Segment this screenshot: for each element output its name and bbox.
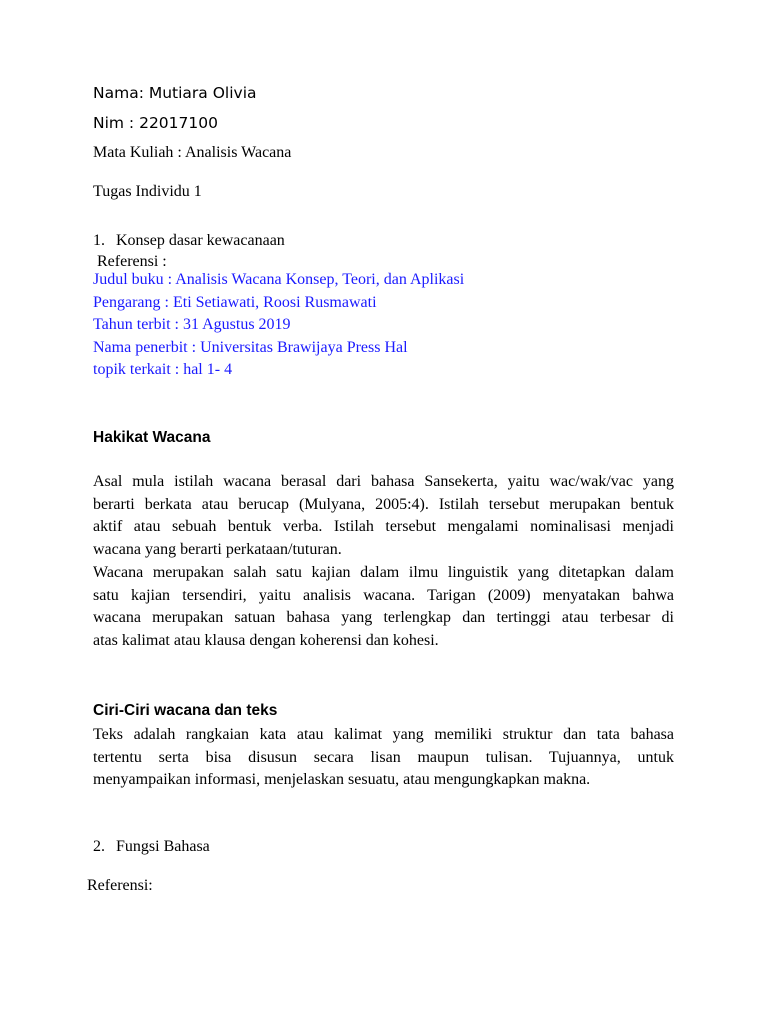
ciri-paragraph (93, 724, 674, 792)
reference-author: Pengarang : Eti Setiawati, Roosi Rusmawati (93, 294, 377, 311)
paragraph-line: Asal mula istilah wacana berasal dari bahasa Sansekerta, yaitu wac/wak/vac yang (93, 473, 674, 490)
paragraph-line: tertentu serta bisa disusun secara lisan maupun tulisan. Tujuannya, untuk (93, 748, 674, 766)
student-nim: Nim : 22017100 (93, 114, 218, 132)
hakikat-paragraph (93, 471, 674, 653)
ciri-heading: Ciri-Ciri wacana dan teks (93, 702, 278, 719)
section1-referensi-label: Referensi : (97, 253, 167, 270)
reference-book-title: Judul buku : Analisis Wacana Konsep, Teori, dan Aplikasi (93, 271, 465, 288)
paragraph-line: aktif atau sebuah bentuk verba. Istilah tersebut mengalami nominalisasi menjadi (93, 518, 674, 536)
assignment-title: Tugas Individu 1 (93, 183, 202, 200)
paragraph-line: Wacana merupakan salah satu kajian dalam ilmu linguistik yang ditetapkan dalam (93, 563, 674, 581)
paragraph-line: wacana yang berarti perkataan/tuturan. (93, 541, 342, 559)
reference-year: Tahun terbit : 31 Agustus 2019 (93, 316, 291, 333)
hakikat-heading: Hakikat Wacana (93, 429, 211, 446)
course-name: Mata Kuliah : Analisis Wacana (93, 144, 292, 161)
paragraph-line: wacana merupakan satuan bahasa yang terlengkap dan tertinggi atau terbesar di (93, 609, 674, 627)
section2-title: Fungsi Bahasa (116, 838, 210, 855)
paragraph-line: Teks adalah rangkaian kata atau kalimat yang memiliki struktur dan tata bahasa (93, 726, 674, 743)
section1-number: 1. (93, 232, 105, 249)
paragraph-line: menyampaikan informasi, menjelaskan sesuatu, atau mengungkapkan makna. (93, 771, 591, 789)
paragraph-line: berarti berkata atau berucap (Mulyana, 2005:4). Istilah tersebut merupakan bentuk (93, 495, 674, 513)
section2-number: 2. (93, 838, 105, 855)
section2-referensi-label: Referensi: (87, 877, 153, 894)
reference-publisher: Nama penerbit : Universitas Brawijaya Press Hal (93, 339, 408, 356)
paragraph-line: atas kalimat atau klausa dengan koherensi dan kohesi. (93, 631, 439, 649)
student-name: Nama: Mutiara Olivia (93, 84, 257, 102)
paragraph-line: satu kajian tersendiri, yaitu analisis wacana. Tarigan (2009) menyatakan bahwa (93, 586, 674, 604)
section1-title: Konsep dasar kewacanaan (116, 232, 285, 249)
reference-topic-pages: topik terkait : hal 1- 4 (93, 361, 233, 378)
